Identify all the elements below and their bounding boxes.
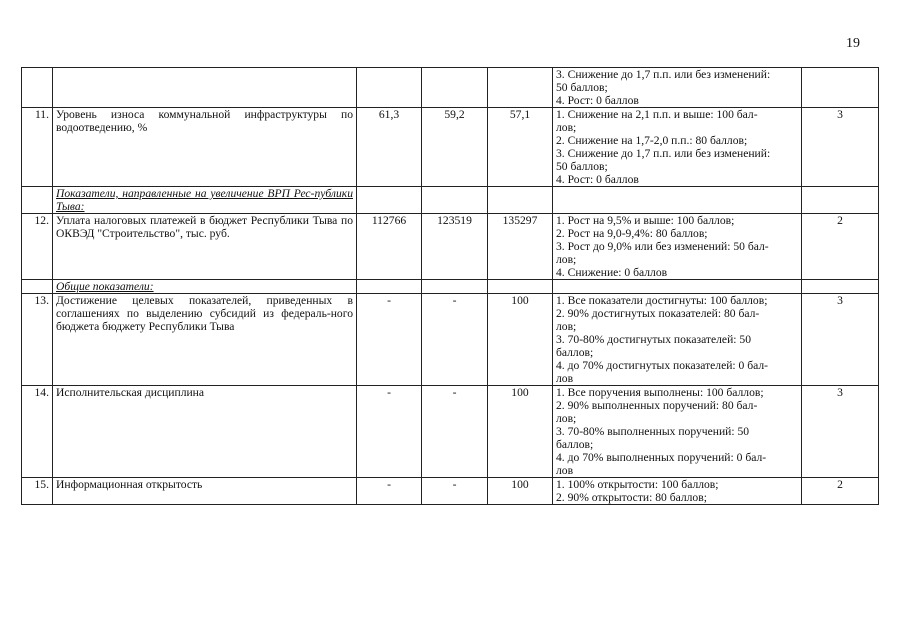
- criteria-line: баллов;: [556, 438, 594, 451]
- indicator-name: Исполнительская дисциплина: [53, 386, 357, 478]
- criteria-line: 50 баллов;: [556, 81, 608, 94]
- criteria-line: 1. Рост на 9,5% и выше: 100 баллов;: [556, 214, 735, 227]
- criteria-line: 1. Все показатели достигнуты: 100 баллов;: [556, 294, 768, 307]
- indicator-name: Уплата налоговых платежей в бюджет Республики Тыва по ОКВЭД "Строительство", тыс. руб.: [53, 214, 357, 280]
- criteria-line: 4. до 70% выполненных поручений: 0 бал-: [556, 451, 767, 464]
- value-year-1: [357, 68, 422, 108]
- table-body: [22, 68, 879, 505]
- criteria-cell: [553, 280, 802, 294]
- score-value: 2: [802, 214, 879, 280]
- indicator-name: Уровень износа коммунальной инфраструктуры по водоотведению, %: [53, 108, 357, 187]
- value-cell-3: [488, 187, 553, 214]
- criteria-cell: [553, 187, 802, 214]
- indicator-name: Информационная открытость: [53, 478, 357, 505]
- criteria-line: 4. до 70% достигнутых показателей: 0 бал-: [556, 359, 769, 372]
- value-year-1: 61,3: [357, 108, 422, 187]
- criteria-line: 1. Все поручения выполнены: 100 баллов;: [556, 386, 764, 399]
- value-year-3: 100: [488, 294, 553, 386]
- value-year-3: 100: [488, 478, 553, 505]
- table-row: [22, 187, 879, 214]
- row-number: 12.: [22, 214, 53, 280]
- criteria-line: 4. Рост: 0 баллов: [556, 173, 639, 186]
- section-title-cell: [53, 280, 357, 294]
- criteria-line: 2. Рост на 9,0-9,4%: 80 баллов;: [556, 227, 708, 240]
- value-year-3: [488, 68, 553, 108]
- value-year-1: -: [357, 478, 422, 505]
- criteria-cell: [553, 478, 802, 505]
- criteria-line: 2. 90% открытости: 80 баллов;: [556, 491, 707, 504]
- criteria-cell: [553, 108, 802, 187]
- criteria-line: лов: [556, 372, 574, 385]
- indicators-table: [21, 67, 879, 505]
- criteria-cell: [553, 68, 802, 108]
- section-title-cell: [53, 187, 357, 214]
- value-year-2: 59,2: [422, 108, 488, 187]
- criteria-line: 2. Снижение на 1,7-2,0 п.п.: 80 баллов;: [556, 134, 748, 147]
- criteria-line: 3. Снижение до 1,7 п.п. или без изменений:: [556, 147, 771, 160]
- score-cell: [802, 280, 879, 294]
- table-row: [22, 214, 879, 280]
- score-value: 3: [802, 386, 879, 478]
- value-year-1: 112766: [357, 214, 422, 280]
- row-number: 15.: [22, 478, 53, 505]
- criteria-line: 1. Снижение на 2,1 п.п. и выше: 100 бал-: [556, 108, 758, 121]
- table-row: [22, 280, 879, 294]
- criteria-line: 3. Снижение до 1,7 п.п. или без изменений:: [556, 68, 771, 81]
- criteria-line: лов;: [556, 121, 577, 134]
- table-row: [22, 386, 879, 478]
- row-number-cell: [22, 187, 53, 214]
- criteria-line: лов;: [556, 412, 577, 425]
- section-title: Показатели, направленные на увеличение ВРП Рес-публики Тыва:: [56, 187, 353, 213]
- value-cell-3: [488, 280, 553, 294]
- section-title: Общие показатели:: [56, 280, 154, 293]
- criteria-line: 3. 70-80% достигнутых показателей: 50: [556, 333, 751, 346]
- criteria-line: 4. Снижение: 0 баллов: [556, 266, 668, 279]
- score-value: [802, 68, 879, 108]
- table-row: [22, 294, 879, 386]
- value-year-2: -: [422, 294, 488, 386]
- criteria-line: 2. 90% достигнутых показателей: 80 бал-: [556, 307, 760, 320]
- criteria-cell: [553, 294, 802, 386]
- indicator-name: Достижение целевых показателей, приведенных в соглашениях по выделению субсидий из федераль-ного бюджета бюджету Республики Тыва: [53, 294, 357, 386]
- criteria-line: лов;: [556, 253, 577, 266]
- criteria-line: 2. 90% выполненных поручений: 80 бал-: [556, 399, 758, 412]
- table-row: [22, 478, 879, 505]
- score-value: 2: [802, 478, 879, 505]
- value-cell-1: [357, 187, 422, 214]
- table-row: [22, 68, 879, 108]
- row-number: 13.: [22, 294, 53, 386]
- criteria-cell: [553, 214, 802, 280]
- value-year-2: -: [422, 386, 488, 478]
- criteria-cell: [553, 386, 802, 478]
- criteria-line: 4. Рост: 0 баллов: [556, 94, 639, 107]
- value-cell-2: [422, 280, 488, 294]
- criteria-line: лов: [556, 464, 574, 477]
- criteria-line: 3. 70-80% выполненных поручений: 50: [556, 425, 750, 438]
- row-number: 14.: [22, 386, 53, 478]
- value-year-3: 100: [488, 386, 553, 478]
- value-year-2: [422, 68, 488, 108]
- value-year-1: -: [357, 294, 422, 386]
- score-value: 3: [802, 108, 879, 187]
- criteria-line: баллов;: [556, 346, 594, 359]
- table-row: [22, 108, 879, 187]
- criteria-line: 50 баллов;: [556, 160, 608, 173]
- value-cell-1: [357, 280, 422, 294]
- value-year-3: 57,1: [488, 108, 553, 187]
- row-number: 11.: [22, 108, 53, 187]
- criteria-line: лов;: [556, 320, 577, 333]
- row-number: [22, 68, 53, 108]
- value-year-1: -: [357, 386, 422, 478]
- score-cell: [802, 187, 879, 214]
- row-number-cell: [22, 280, 53, 294]
- score-value: 3: [802, 294, 879, 386]
- value-year-2: 123519: [422, 214, 488, 280]
- indicator-name: [53, 68, 357, 108]
- page-number: 19: [846, 36, 860, 51]
- value-cell-2: [422, 187, 488, 214]
- criteria-line: 1. 100% открытости: 100 баллов;: [556, 478, 719, 491]
- value-year-3: 135297: [488, 214, 553, 280]
- value-year-2: -: [422, 478, 488, 505]
- criteria-line: 3. Рост до 9,0% или без изменений: 50 бал-: [556, 240, 769, 253]
